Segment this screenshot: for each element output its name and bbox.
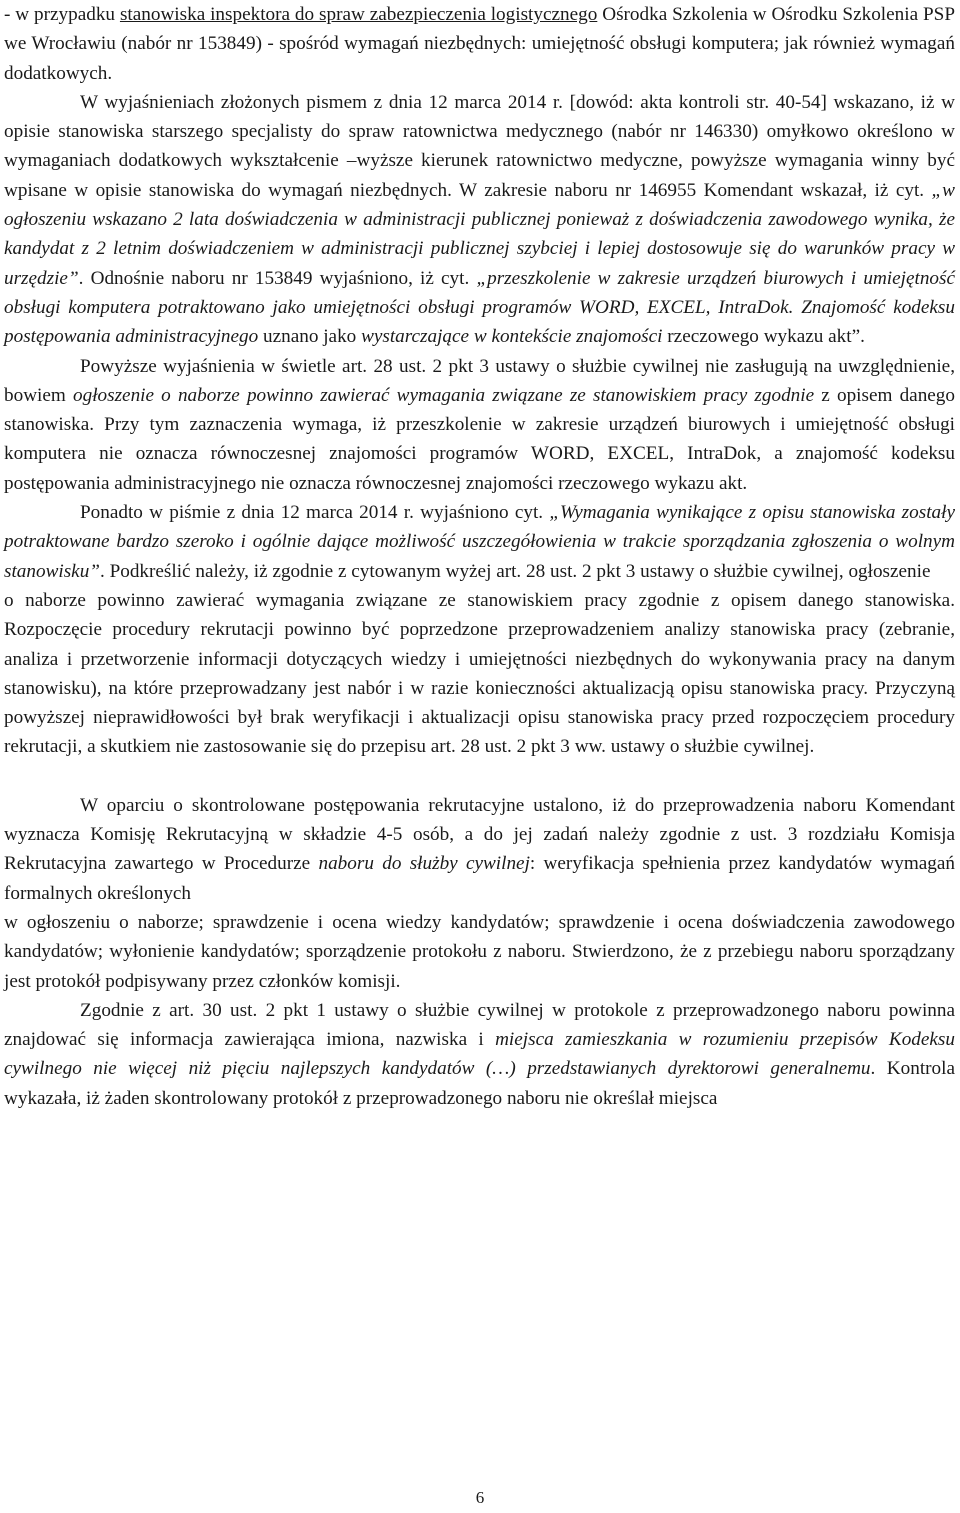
paragraph-further-explanation-cont: o naborze powinno zawierać wymagania związane ze stanowiskiem pracy zgodnie z opisem danego stanowiska. Rozpoczęcie procedury rekrutacji powinno być poprzedzone przeprowadzeniem analizy stanowiska pracy (zebranie, analiza i przetworzenie informacji dotyczących wiedzy i umiejętności niezbędnych do wykonywania pracy na danym stanowisku), na które przeprowadzany jest nabór i w razie konieczności aktualizacją opisu stanowiska pracy. Przyczyną powyższej nieprawidłowości był brak weryfikacji i aktualizacji opisu stanowiska pracy przed rozpoczęciem procedury rekrutacji, a skutkiem nie zastosowanie się do przepisu art. 28 ust. 2 pkt 3 ww. ustawy o służbie cywilnej.: [4, 589, 955, 758]
paragraph-explanations: W wyjaśnieniach złożonych pismem z dnia 12 marca 2014 r. [dowód: akta kontroli str. 40-54] wskazano, iż w opisie stanowiska starszego specjalisty do spraw ratownictwa medycznego (nabór nr 146330) omyłkowo określono w wymaganiach dodatkowych wykształcenie –wyższe kierunek ratownictwo medyczne, powyższe wymagania winny być wpisane w opisie stanowiska do wymagań niezbędnych. W zakresie naboru nr 146955 Komendant wskazał, iż cyt. „w ogłoszeniu wskazano 2 lata doświadczenia w administracji publicznej ponieważ z doświadczenia zawodowego wynika, że kandydat z 2 letnim doświadczeniem w administracji publicznej szybciej i lepiej dostosowuje się do warunków pracy w urzędzie”. Odnośnie naboru nr 153849 wyjaśniono, iż cyt. „przeszkolenie w zakresie urządzeń biurowych i umiejętność obsługi komputera potraktowano jako umiejętności obsługi programów WORD, EXCEL, IntraDok. Znajomość kodeksu postępowania administracyjnego uznano jako wystarczające w kontekście znajomości rzeczowego wykazu akt”.: [4, 91, 955, 348]
quote-153849: „przeszkolenie w zakresie urządzeń biurowych i umiejętność obsługi komputera potraktowano jako umiejętności obsługi programów WORD, EXCEL, IntraDok. Znajomość kodeksu postępowania administracyjnego: [4, 267, 955, 348]
quote-art-30: miejsca zamieszkania w rozumieniu przepisów Kodeksu cywilnego nie więcej niż pięciu najlepszych kandydatów (…) przedstawianych dyrektorowi generalnemu: [4, 1029, 955, 1080]
document-page: [4, 0, 955, 1113]
paragraph-spacer: [4, 762, 955, 791]
paragraph-recruitment-committee: W oparciu o skontrolowane postępowania rekrutacyjne ustalono, iż do przeprowadzenia naboru Komendant wyznacza Komisję Rekrutacyjną w składzie 4-5 osób, a do jej zadań należy zgodnie z ust. 3 rozdziału Komisja Rekrutacyjna zawartego w Procedurze naboru do służby cywilnej: weryfikacja spełnienia przez kandydatów wymagań formalnych określonych: [4, 794, 956, 904]
paragraph-bullet-inspector: - w przypadku stanowiska inspektora do spraw zabezpieczenia logistycznego Ośrodka Szkolenia w Ośrodku Szkolenia PSP we Wrocławiu (nabór nr 153849) - spośród wymagań niezbędnych: umiejętność obsługi komputera; jak również wymagań dodatkowych.: [4, 4, 956, 84]
paragraph-recruitment-committee-cont: w ogłoszeniu o naborze; sprawdzenie i ocena wiedzy kandydatów; sprawdzenie i ocena doświadczenia zawodowego kandydatów; wyłonienie kandydatów; sporządzenie protokołu z naboru. Stwierdzono, że z przebiegu naboru sporządzany jest protokół podpisywany przez członków komisji.: [4, 911, 955, 992]
underlined-position-name: stanowiska inspektora do spraw zabezpieczenia logistycznego: [119, 4, 598, 25]
page-number: 6: [475, 1488, 485, 1507]
paragraph-assessment: Powyższe wyjaśnienia w świetle art. 28 ust. 2 pkt 3 ustawy o służbie cywilnej nie zasługują na uwzględnienie, bowiem ogłoszenie o naborze powinno zawierać wymagania związane ze stanowiskiem pracy zgodnie z opisem danego stanowiska. Przy tym zaznaczenia wymaga, iż przeszkolenie w zakresie urządzeń biurowych i umiejętność obsługi komputera nie oznacza równoczesnej znajomości programów WORD, EXCEL, IntraDok, a znajomość kodeksu postępowania administracyjnego nie oznacza równoczesnej znajomości rzeczowego wykazu akt.: [4, 355, 955, 494]
quote-146955: „w ogłoszeniu wskazano 2 lata doświadczenia w administracji publicznej ponieważ z doświadczenia zawodowego wynika, że kandydat z 2 letnim doświadczeniem w administracji publicznej szybciej i lepiej dostosowuje się do warunków pracy w urzędzie”: [4, 179, 955, 289]
paragraph-further-explanation: Ponadto w piśmie z dnia 12 marca 2014 r. wyjaśniono cyt. „Wymagania wynikające z opisu stanowiska zostały potraktowane bardzo szeroko i ogólnie dające możliwość uszczegółowienia w trakcie sporządzania zgłoszenia o wolnym stanowisku”. Podkreślić należy, iż zgodnie z cytowanym wyżej art. 28 ust. 2 pkt 3 ustawy o służbie cywilnej, ogłoszenie: [4, 502, 955, 582]
paragraph-protocol: Zgodnie z art. 30 ust. 2 pkt 1 ustawy o służbie cywilnej w protokole z przeprowadzonego naboru powinna znajdować się informacja zawierająca imiona, nazwiska i miejsca zamieszkania w rozumieniu przepisów Kodeksu cywilnego nie więcej niż pięciu najlepszych kandydatów (…) przedstawianych dyrektorowi generalnemu. Kontrola wykazała, iż żaden skontrolowany protokół z przeprowadzonego naboru nie określał miejsca: [4, 999, 955, 1109]
quote-requirements: „Wymagania wynikające z opisu stanowiska zostały potraktowane bardzo szeroko i ogólnie dające możliwość uszczegółowienia w trakcie sporządzania zgłoszenia o wolnym stanowisku”: [4, 502, 955, 582]
